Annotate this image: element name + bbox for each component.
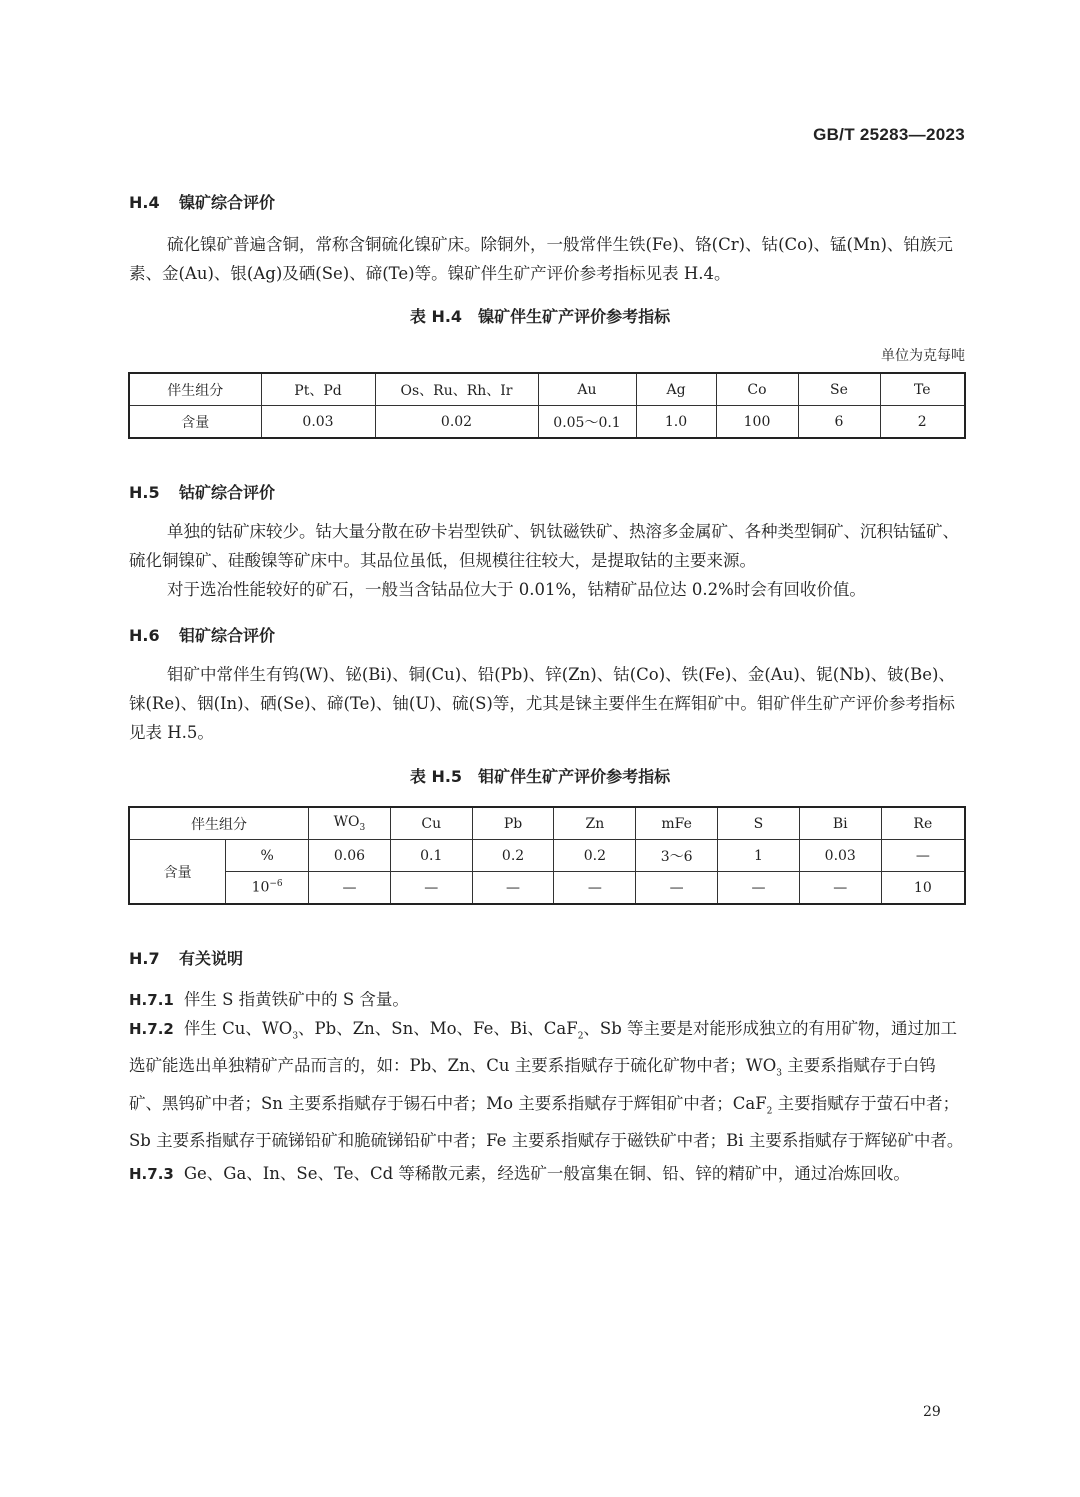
table-cell: — <box>636 872 718 905</box>
section-number: H.4 <box>129 193 160 212</box>
subscript: 2 <box>577 1031 584 1042</box>
table-cell: 0.03 <box>799 840 881 872</box>
section-number: H.7 <box>129 949 160 968</box>
table-cell: 0.2 <box>554 840 636 872</box>
table-cell: 6 <box>798 406 880 439</box>
table-header-cell: 伴生组分 <box>129 373 261 406</box>
table-cell: 0.2 <box>472 840 554 872</box>
clause-h71 <box>129 985 967 1015</box>
clause-number: H.7.3 <box>129 1165 174 1183</box>
table-cell: — <box>718 872 800 905</box>
paragraph-h4: 硫化镍矿普遍含铜，常称含铜硫化镍矿床。除铜外，一般常伴生铁(Fe)、铬(Cr)、钴(Co)、锰(Mn)、铂族元素、金(Au)、银(Ag)及硒(Se)、碲(Te)等。镍矿伴生矿产评价参考指标见表 H.4。 <box>129 235 953 283</box>
table-cell: 0.1 <box>390 840 472 872</box>
table-h5 <box>128 806 966 905</box>
table-header-cell: Te <box>880 373 965 406</box>
table-header-cell: mFe <box>636 807 718 840</box>
clause-number: H.7.2 <box>129 1020 174 1038</box>
clause-text: 、Sb 等主要是对能形成独立的有用矿物，通过加工选矿能选出单独精矿产品而言的，如：Pb、Zn、Cu 主要系指赋存于硫化矿物中者；WO <box>129 1019 958 1076</box>
table-header-cell: Pb <box>472 807 554 840</box>
table-cell: 3～6 <box>636 840 718 872</box>
clause-h73 <box>129 1159 967 1189</box>
clause-h72 <box>129 1014 967 1155</box>
caption-number: 表 H.4 <box>409 307 463 326</box>
caption-number: 表 H.5 <box>409 767 463 786</box>
section-title: 有关说明 <box>179 949 244 968</box>
table-header-cell: Os、Ru、Rh、Ir <box>375 373 538 406</box>
table-header-cell: Co <box>716 373 798 406</box>
table-cell: 0.05～0.1 <box>538 406 636 439</box>
section-number: H.6 <box>129 626 160 645</box>
section-heading-h4 <box>129 190 275 213</box>
clause-text: 伴生 Cu、WO <box>183 1019 293 1038</box>
table-cell: 含量 <box>129 406 261 439</box>
clause-text: 主要系指赋存于白钨矿、黑钨矿中者；Sn 主要系指赋存于锡石中者；Mo 主要系指赋存于辉钼矿中者；CaF <box>129 1056 936 1113</box>
table-h4 <box>128 372 966 439</box>
table-row <box>129 872 965 905</box>
table-cell: — <box>309 872 391 905</box>
table-cell: — <box>472 872 554 905</box>
subscript: 3 <box>292 1031 299 1042</box>
table-cell: 1.0 <box>636 406 716 439</box>
table-header-cell: Se <box>798 373 880 406</box>
table-row <box>129 840 965 872</box>
clause-text: 主要指赋存于萤石中者；Sb 主要系指赋存于硫锑铅矿和脆硫锑铅矿中者；Fe 主要系指赋存于磁铁矿中者；Bi 主要系指赋存于辉铋矿中者。 <box>129 1093 964 1150</box>
table-header-cell: Bi <box>799 807 881 840</box>
table-header-cell <box>309 807 391 840</box>
clause-text: 、Pb、Zn、Sn、Mo、Fe、Bi、CaF <box>298 1019 578 1038</box>
table-cell: — <box>554 872 636 905</box>
caption-title: 镍矿伴生矿产评价参考指标 <box>478 307 671 326</box>
table-row <box>129 406 965 439</box>
table-cell: 0.02 <box>375 406 538 439</box>
table-cell: 100 <box>716 406 798 439</box>
table-cell: 0.03 <box>261 406 375 439</box>
unit-cell: % <box>226 840 309 872</box>
table-cell: — <box>881 840 965 872</box>
unit-cell <box>226 872 309 905</box>
table-header-cell: S <box>718 807 800 840</box>
table-cell-content-label: 含量 <box>129 840 226 905</box>
table-header-cell: 伴生组分 <box>129 807 309 840</box>
table-row <box>129 373 965 406</box>
subscript: 3 <box>776 1068 782 1079</box>
table-header-cell: Cu <box>390 807 472 840</box>
paragraph-h6: 钼矿中常伴生有钨(W)、铋(Bi)、铜(Cu)、铅(Pb)、锌(Zn)、钴(Co)、铁(Fe)、金(Au)、铌(Nb)、铍(Be)、铼(Re)、铟(In)、硒(Se)、碲(Te)、铀(U)、硫(S)等，尤其是铼主要伴生在辉钼矿中。钼矿伴生矿产评价参考指标见表 H.5。 <box>129 665 955 742</box>
superscript: −6 <box>269 879 283 890</box>
table-header-cell: Pt、Pd <box>261 373 375 406</box>
clause-text: 伴生 S 指黄铁矿中的 S 含量。 <box>183 990 409 1009</box>
standard-number: GB/T 25283—2023 <box>813 125 965 144</box>
paragraph-h5-2: 对于选冶性能较好的矿石，一般当含钴品位大于 0.01%，钴精矿品位达 0.2%时会有回收价值。 <box>167 580 866 599</box>
table-header-cell: Zn <box>554 807 636 840</box>
table-unit: 单位为克每吨 <box>881 348 965 364</box>
table-cell: 1 <box>718 840 800 872</box>
section-heading-h7 <box>129 946 243 969</box>
paragraph-h5-1: 单独的钴矿床较少。钴大量分散在矽卡岩型铁矿、钒钛磁铁矿、热溶多金属矿、各种类型铜矿、沉积钴锰矿、硫化铜镍矿、硅酸镍等矿床中。其品位虽低，但规模往往较大，是提取钴的主要来源。 <box>129 522 959 570</box>
table-cell: — <box>390 872 472 905</box>
clause-number: H.7.1 <box>129 991 174 1009</box>
table-cell: 0.06 <box>309 840 391 872</box>
clause-text: Ge、Ga、In、Se、Te、Cd 等稀散元素，经选矿一般富集在铜、铅、锌的精矿中，通过冶炼回收。 <box>183 1164 910 1183</box>
section-number: H.5 <box>129 483 160 502</box>
wo3-label: WO <box>333 814 360 831</box>
table-cell: — <box>799 872 881 905</box>
table-header-cell: Ag <box>636 373 716 406</box>
table-header-cell: Au <box>538 373 636 406</box>
page-number: 29 <box>923 1404 941 1420</box>
table-cell: 2 <box>880 406 965 439</box>
section-title: 钴矿综合评价 <box>179 483 276 502</box>
section-heading-h6 <box>129 623 275 646</box>
subscript: 2 <box>766 1105 773 1116</box>
unit-base: 10 <box>251 879 270 896</box>
table-caption-h4 <box>0 304 1080 327</box>
caption-title: 钼矿伴生矿产评价参考指标 <box>478 767 671 786</box>
table-header-cell: Re <box>881 807 965 840</box>
section-title: 镍矿综合评价 <box>179 193 276 212</box>
table-row <box>129 807 965 840</box>
subscript: 3 <box>359 822 366 833</box>
section-title: 钼矿综合评价 <box>179 626 276 645</box>
table-cell: 10 <box>881 872 965 905</box>
table-caption-h5 <box>0 764 1080 787</box>
section-heading-h5 <box>129 480 275 503</box>
